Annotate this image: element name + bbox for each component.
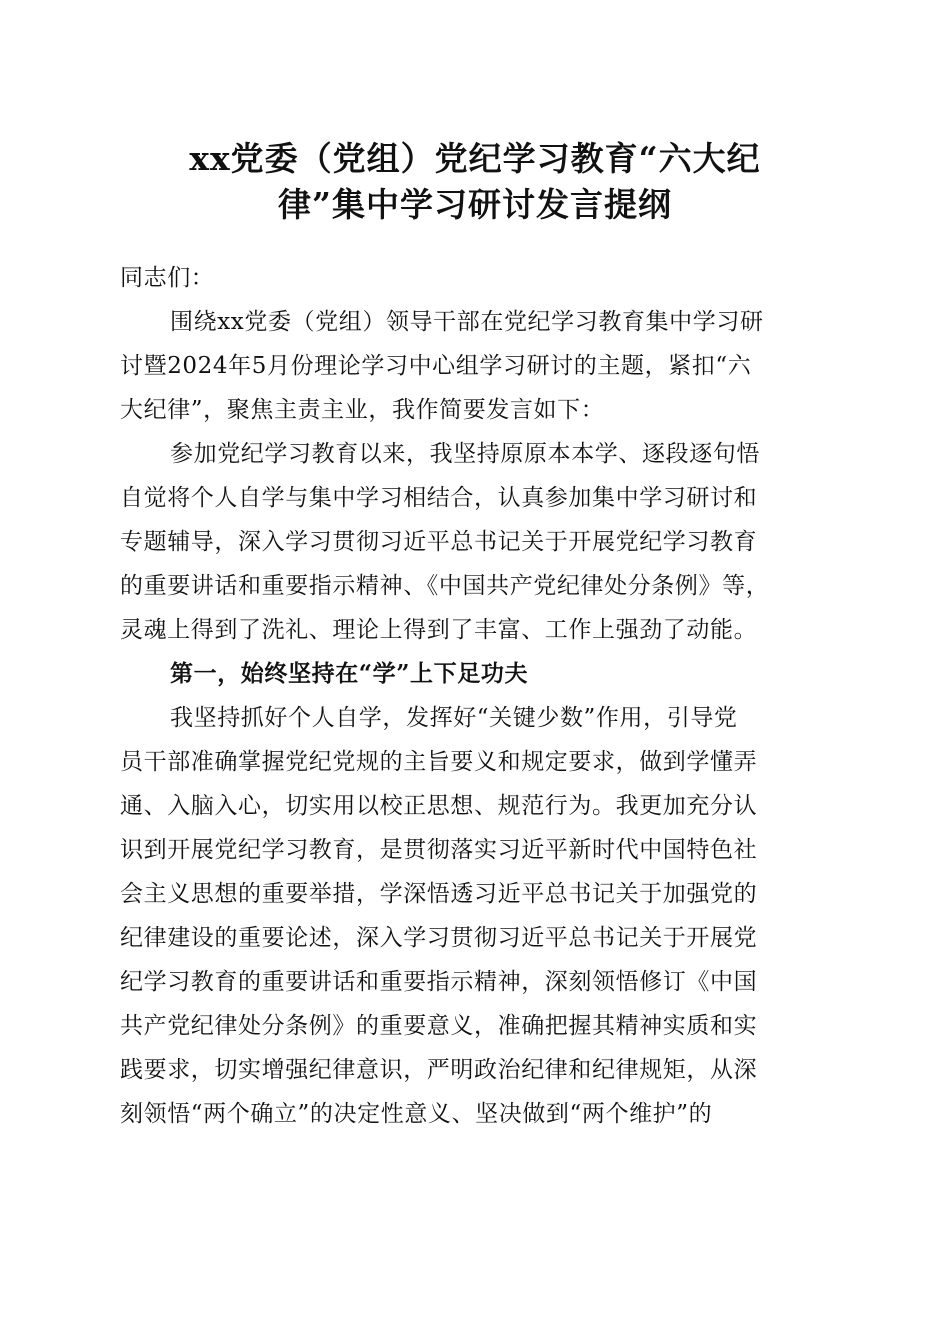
text-line: 我坚持抓好个人自学，发挥好“关键少数”作用，引导党 — [170, 705, 738, 731]
section-heading: 第一，始终坚持在“学”上下足功夫 — [170, 660, 529, 687]
text-line: 践要求，切实增强纪律意识，严明政治纪律和纪律规矩，从深 — [120, 1057, 758, 1083]
paragraph-study — [120, 696, 832, 1136]
text-line: 会主义思想的重要举措，学深悟透习近平总书记关于加强党的 — [120, 881, 758, 907]
document-body — [120, 256, 832, 1136]
text-line: 自觉将个人自学与集中学习相结合，认真参加集中学习研讨和 — [120, 485, 758, 511]
paragraph-intro — [120, 300, 832, 432]
text-line: 纪律建设的重要论述，深入学习贯彻习近平总书记关于开展党 — [120, 925, 758, 951]
text-line: 纪学习教育的重要讲话和重要指示精神，深刻领悟修订《中国 — [120, 969, 758, 995]
text-line: 的重要讲话和重要指示精神、《中国共产党纪律处分条例》等， — [120, 573, 770, 599]
text-line: 共产党纪律处分条例》的重要意义，准确把握其精神实质和实 — [120, 1013, 758, 1039]
text-line: 专题辅导，深入学习贯彻习近平总书记关于开展党纪学习教育 — [120, 529, 758, 555]
text-line: 员干部准确掌握党纪党规的主旨要义和规定要求，做到学懂弄 — [120, 749, 758, 775]
text-line: 刻领悟“两个确立”的决定性意义、坚决做到“两个维护”的 — [120, 1101, 713, 1127]
title-line: 律”集中学习研讨发言提纲 — [278, 185, 672, 224]
paragraph-overview — [120, 432, 832, 652]
greeting: 同志们： — [120, 265, 215, 291]
text-line: 参加党纪学习教育以来，我坚持原原本本学、逐段逐句悟 — [170, 441, 760, 467]
text-line: 识到开展党纪学习教育，是贯彻落实习近平新时代中国特色社 — [120, 837, 758, 863]
text-line: 围绕xx党委（党组）领导干部在党纪学习教育集中学习研 — [170, 309, 764, 335]
title-line: xx党委（党组）党纪学习教育“六大纪 — [189, 139, 761, 178]
text-line: 通、入脑入心，切实用以校正思想、规范行为。我更加充分认 — [120, 793, 758, 819]
document-title — [120, 136, 830, 228]
text-line: 大纪律”，聚焦主责主业，我作简要发言如下： — [120, 397, 605, 423]
text-line: 灵魂上得到了洗礼、理论上得到了丰富、工作上强劲了动能。 — [120, 617, 758, 643]
text-line: 讨暨2024年5月份理论学习中心组学习研讨的主题，紧扣“六 — [120, 353, 752, 379]
